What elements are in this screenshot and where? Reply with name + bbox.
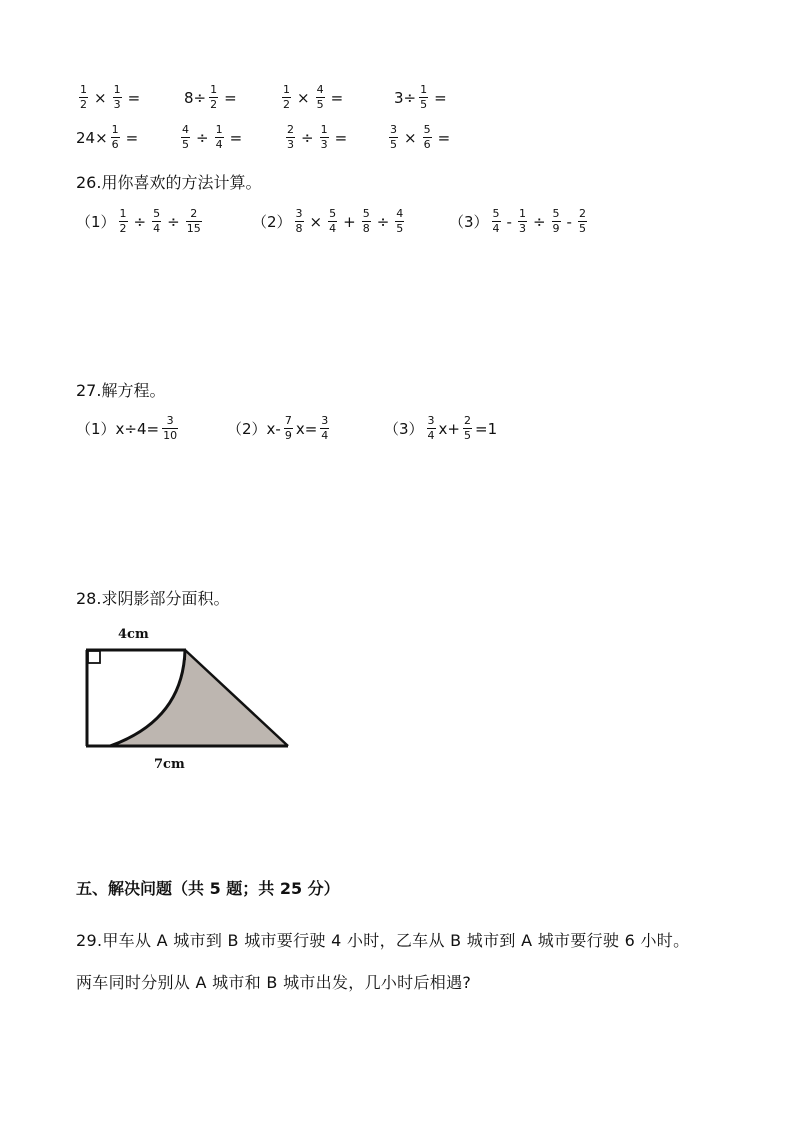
fraction: $\frac{3}{8}$: [295, 207, 303, 235]
fraction: $\frac{1}{6}$: [111, 123, 119, 151]
arith-item: $\frac{2}{3}$ ÷ $\frac{1}{3}$ =: [287, 123, 348, 151]
arith-item: $\frac{1}{2}$ × $\frac{4}{5}$ =: [283, 83, 344, 111]
bottom-length-label: 7cm: [154, 757, 185, 772]
q27-equation-3: （3） $\frac{3}{4}$ x+ $\frac{2}{5}$ =1: [384, 414, 498, 442]
q26-problem-1: （1） $\frac{1}{2}$ ÷ $\frac{5}{4}$ ÷ $\frac{2}{15}$: [76, 207, 201, 235]
fraction: $\frac{1}{2}$: [80, 83, 87, 111]
question-29-line-1: 29.甲车从 A 城市到 B 城市要行驶 4 小时，乙车从 B 城市到 A 城市要行驶 6 小时。: [76, 931, 690, 950]
question-27-title: 27.解方程。: [76, 381, 166, 400]
question-28-title: 28.求阴影部分面积。: [76, 589, 230, 608]
fraction: $\frac{5}{8}$: [362, 207, 370, 235]
arith-item: 24× $\frac{1}{6}$ =: [76, 123, 139, 151]
fraction: $\frac{1}{3}$: [113, 83, 121, 111]
fraction: $\frac{2}{5}$: [578, 207, 586, 235]
arith-item: 8÷ $\frac{1}{2}$ =: [184, 83, 237, 111]
shaded-region: [110, 650, 287, 746]
fraction: $\frac{1}{2}$: [283, 83, 290, 111]
fraction: $\frac{1}{2}$: [210, 83, 218, 111]
fraction: $\frac{5}{9}$: [552, 207, 560, 235]
q27-equation-2: （2） x- $\frac{7}{9}$ x= $\frac{3}{4}$: [227, 414, 329, 442]
fraction: $\frac{1}{3}$: [518, 207, 526, 235]
hypotenuse-edge: [185, 650, 288, 746]
arith-item: $\frac{3}{5}$ × $\frac{5}{6}$ =: [390, 123, 451, 151]
q26-problem-3: （3） $\frac{5}{4}$ - $\frac{1}{3}$ ÷ $\frac{5}{9}$ - $\frac{2}{5}$: [449, 207, 586, 235]
top-length-label: 4cm: [118, 627, 149, 642]
fraction: $\frac{3}{10}$: [163, 414, 178, 442]
fraction: $\frac{2}{5}$: [464, 414, 471, 442]
fraction: $\frac{2}{15}$: [186, 207, 201, 235]
quarter-arc: [110, 650, 185, 746]
fraction: $\frac{3}{4}$: [427, 414, 435, 442]
fraction: $\frac{4}{5}$: [182, 123, 189, 151]
arith-item: $\frac{4}{5}$ ÷ $\frac{1}{4}$ =: [182, 123, 243, 151]
fraction: $\frac{2}{3}$: [287, 123, 294, 151]
fraction: $\frac{1}{2}$: [119, 207, 127, 235]
right-angle-marker: [88, 651, 100, 663]
fraction: $\frac{1}{5}$: [420, 83, 428, 111]
q26-problem-2: （2） $\frac{3}{8}$ × $\frac{5}{4}$ + $\frac{5}{8}$ ÷ $\frac{4}{5}$: [252, 207, 404, 235]
fraction: $\frac{3}{5}$: [390, 123, 397, 151]
fraction: $\frac{7}{9}$: [284, 414, 292, 442]
fraction: $\frac{1}{4}$: [215, 123, 223, 151]
fraction: $\frac{5}{4}$: [153, 207, 161, 235]
question-29-line-2: 两车同时分别从 A 城市和 B 城市出发，几小时后相遇?: [76, 973, 472, 992]
fraction: $\frac{5}{4}$: [329, 207, 337, 235]
fraction: $\frac{4}{5}$: [316, 83, 324, 111]
section-5-title: 五、解决问题（共 5 题；共 25 分）: [76, 879, 340, 898]
fraction: $\frac{1}{3}$: [320, 123, 328, 151]
arith-item: $\frac{1}{2}$ × $\frac{1}{3}$ =: [80, 83, 141, 111]
arith-item: 3÷ $\frac{1}{5}$ =: [394, 83, 447, 111]
question-26-title: 26.用你喜欢的方法计算。: [76, 173, 262, 192]
fraction: $\frac{4}{5}$: [396, 207, 404, 235]
fraction: $\frac{3}{4}$: [321, 414, 329, 442]
q27-equation-1: （1） x÷4= $\frac{3}{10}$: [76, 414, 178, 442]
fraction: $\frac{5}{4}$: [492, 207, 500, 235]
fraction: $\frac{5}{6}$: [423, 123, 431, 151]
